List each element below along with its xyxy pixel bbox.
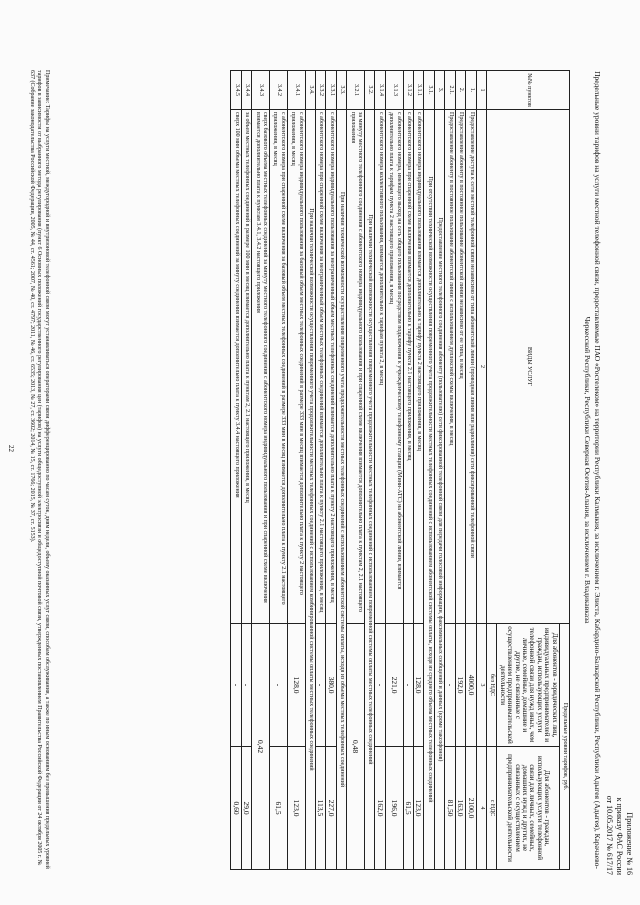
tariff-table (230, 70, 570, 870)
table-section-row (305, 71, 315, 870)
row-number: 3.4.3 (252, 71, 270, 110)
col-header-no-vat: без НДС (486, 624, 496, 747)
service-description: с абонентского номера индивидуального пользования за базовый объем местных телефонных соединений в размере 333 мин в месяц взимается дополнительно плата к пункту 2 настоящего приложения, в месяц (287, 110, 305, 624)
service-description: с абонентского номера индивидуального пользования взимается дополнительно к тарифу пункта 2 настоящего приложения, в месяц (414, 110, 424, 624)
col-number: 2 (476, 110, 486, 624)
tariff-value-combined: 0,48 (347, 624, 365, 870)
tariff-value-legal: 221,0 (385, 624, 403, 747)
tariff-value-legal: - (445, 624, 455, 747)
row-number: 2. (455, 71, 465, 110)
service-description: за минуту местного телефонного соединения с абонентского номера индивидуального пользования и при спаренной схеме включения взимается дополнительно плата к пунктам 2, 2.1 настоящего приложения (347, 110, 365, 624)
table-row (241, 71, 251, 870)
table-section-row (424, 71, 434, 870)
section-title: При наличии технической возможности осуществления повременного учета продолжительности местных телефонных соединений с использованием повременной системы оплаты местных телефонных соединений (365, 110, 375, 870)
service-description: с абонентского номера коллективного пользования, взимается дополнительно к тарифам пункта 2, в месяц (375, 110, 385, 624)
table-row (375, 71, 385, 870)
row-number: 2.1. (445, 71, 455, 110)
service-description: с абонентского номера, имеющего выход на сеть общего пользования посредством подключения к учрежденческому телефонному станции (Мини-АТС) на абонентской линии, взимается дополнительно плата к тарифам пункта 2 настоящего приложения, в месяц (385, 110, 403, 624)
tariff-value-citizens: 2100,0 (466, 747, 476, 870)
tariff-value-citizens: 0,60 (231, 747, 241, 870)
table-row (252, 71, 270, 870)
row-number: 3.2. (365, 71, 375, 110)
section-title: При наличии технической возможности осуществления повременного учета продолжительности местных телефонных соединений с использованием абонентской системы оплаты, исходя из объема местных телефонных соединений (336, 110, 346, 870)
row-number: 3.3.2 (316, 71, 326, 110)
table-row (466, 71, 476, 870)
table-header-numbers (476, 71, 486, 870)
row-number: 3.4.5 (231, 71, 241, 110)
tariff-value-citizens: 29,0 (241, 747, 251, 870)
section-title: При наличии технической возможности осуществления повременного учета продолжительности местных телефонных соединений с использованием комбинированной системы оплаты местных телефонных соединений (305, 110, 315, 870)
tariff-value-legal: 128,0 (414, 624, 424, 747)
tariff-value-citizens: 227,0 (326, 747, 336, 870)
row-number: 1. (466, 71, 476, 110)
row-number: 3. (434, 71, 444, 110)
order-date: от 10.05.2017 № 617/17 (605, 795, 614, 875)
row-number: 3.1. (424, 71, 434, 110)
table-section-row (434, 71, 444, 870)
tariff-value-citizens: 61,5 (270, 747, 288, 870)
tariff-value-legal: - (316, 624, 326, 747)
table-section-row (365, 71, 375, 870)
tariff-value-legal: - (231, 624, 241, 747)
service-description: с абонентского номера при спаренной схеме включения взимается дополнительно к тарифу пункта 2.1 настоящего приложения, в месяц (403, 110, 413, 624)
col-header-citizens: Для абонентов - граждан, использующих услуги телефонной связи для личных, семейных, домашних нужд и других, не связанных с осуществлением предпринимательской деятельности (497, 747, 559, 870)
table-row (287, 71, 305, 870)
row-number: 3.4.2 (270, 71, 288, 110)
page-number: 22 (7, 445, 15, 452)
tariff-value-legal: 4000,0 (466, 624, 476, 747)
tariff-value-legal: 380,0 (326, 624, 336, 747)
tariff-value-citizens: 123,0 (287, 747, 305, 870)
tariff-value-citizens: 163,0 (455, 747, 465, 870)
tariff-value-legal: - (375, 624, 385, 747)
tariff-value-legal: - (270, 624, 288, 747)
table-section-row (336, 71, 346, 870)
table-row (347, 71, 365, 870)
tariff-value-citizens: 162,0 (375, 747, 385, 870)
row-number: 3.2.1 (347, 71, 365, 110)
table-row (455, 71, 465, 870)
tariff-value-citizens: 61,5 (403, 747, 413, 870)
row-number: 3.1.2 (403, 71, 413, 110)
row-number: 3.4.1 (287, 71, 305, 110)
footnote: Примечание: Тарифы на услуги местной, междугородной и внутризоновой телефонной связи могут устанавливаться операторами связи дифференцированно по часам суток, дням недели, объему оказанных услуг связи, способам обслуживания, а также по иным основаниям без превышения предельных уровней тарифов в зависимости от выбранного метода регулирования (пункт 6 Основных положений государственного регулирования цен (тарифов) на услуги общедоступной электросвязи и общедоступной почтовой связи, утвержденных постановлением Правительства Российской Федерации от 24 октября 2005 г. № 637 (Собрание законодательства Российской Федерации, 2005, № 44, ст. 4561; 2007, № 40, ст. 4797; 2011, № 46, ст. 6535; 2013, № 27, ст. 3602; 2014, № 15, ст. 1766; 2015, № 37, ст. 5153). (29, 70, 50, 869)
table-header-row (559, 71, 569, 870)
service-description: с абонентского номера при спаренной схеме включения за неограниченный объем местных телефонных соединений взимается дополнительно плата к пункту 2.1 настоящего приложения, в месяц (316, 110, 326, 624)
document-title: Предельные уровни тарифов на услуги местной телефонной связи, предоставляемые ПАО «Ростелеком» на территории Республики Калмыкия, за исключением г. Элиста, Кабардино-Балкарской Республики, Республики Адыгея (Адыгея), Карачаево-Черкесской Республики, Республики Северная Осетия-Алания, за исключением г. Владикавказа (583, 71, 602, 869)
table-row (385, 71, 403, 870)
service-description: сверх 100 мин объема местных телефонных соединений за минуту соединения взимается дополнительно плата к пункту 3.4.4 настоящего приложения (231, 110, 241, 624)
tariff-value-combined: 0,42 (252, 624, 270, 870)
table-row (414, 71, 424, 870)
tariff-value-legal: - (403, 624, 413, 747)
col-number: 3 (476, 624, 486, 747)
table-row (316, 71, 326, 870)
service-description: Предоставление абоненту в постоянное пользование абонентской линии независимо от ее типа, в месяц (455, 110, 465, 624)
tariff-value-citizens: 196,0 (385, 747, 403, 870)
order-label: к приказу ФАС России (615, 797, 624, 875)
tariff-value-legal: 128,0 (287, 624, 305, 747)
tariff-value-legal: 192,0 (455, 624, 465, 747)
col-header-with-vat: с НДС (486, 747, 496, 870)
row-number: 3.4. (305, 71, 315, 110)
table-row (231, 71, 241, 870)
tariff-value-citizens: 123,0 (414, 747, 424, 870)
section-title: Предоставление местного телефонного соединения абоненту (пользователю) сети фиксированной телефонной связи для передачи голосовой информации, факсимильных сообщений и данных (кроме таксофонов) (434, 110, 444, 870)
col-header-services: ВИДЫ УСЛУГ (486, 110, 569, 624)
row-number: 3.4.4 (241, 71, 251, 110)
row-number: 3.3. (336, 71, 346, 110)
row-number: 3.1.3 (385, 71, 403, 110)
section-title: При отсутствии технической возможности осуществления повременного учета продолжительности местных телефонных соединений с использованием абонентской системы оплаты, исходя из среднего объема местных телефонных соединений (424, 110, 434, 870)
service-description: сверх базового объема местных телефонных соединений за минуту местного телефонного соединения с абонентского номера индивидуального пользования и при спаренной схеме включения взимается дополнительно плата к пунктам 3.4.1, 3.4.2 настоящего приложения (252, 110, 270, 624)
row-number: 3.1.1 (414, 71, 424, 110)
service-description: Предоставление доступа к сети местной телефонной связи независимо от типа абонентской линии (проводная линия или радиолиния) сети фиксированной телефонной связи (466, 110, 476, 624)
table-row (326, 71, 336, 870)
service-description: за объем местных телефонных соединений в размере 100 мин в месяц взимается дополнительно плата к пунктам 2, 2.1 настоящего приложения, в месяц (241, 110, 251, 624)
tariff-value-citizens: 113,5 (316, 747, 326, 870)
table-row (270, 71, 288, 870)
table-row (403, 71, 413, 870)
col-header-num: №№ пунктов (486, 71, 569, 110)
tariff-value-legal: - (241, 624, 251, 747)
service-description: с абонентского номера при спаренной схеме включения за базовый объем местных телефонных соединений в размере 333 мин в месяц взимается дополнительно плата к пункту 2.1 настоящего приложения, в месяц (270, 110, 288, 624)
row-number: 3.1.4 (375, 71, 385, 110)
col-number: 4 (476, 747, 486, 870)
service-description: Предоставление абоненту в постоянное пользование абонентской линии с использованием дуплексной схемы включения, в месяц (445, 110, 455, 624)
table-body (231, 71, 476, 870)
table-row (445, 71, 455, 870)
appendix-label: Приложение № 16 (625, 812, 634, 875)
tariff-value-citizens: 81,50 (445, 747, 455, 870)
col-number: 1 (476, 71, 486, 110)
row-number: 3.3.1 (326, 71, 336, 110)
col-header-legal: Для абонентов - юридических лиц, индивидуальных предпринимателей и граждан, использующих услуги телефонной связи для нужд иных, чем личные, семейные, домашние и другие, не связанные с осуществлением предпринимательской деятельности (497, 624, 559, 747)
col-header-levels: Предельные уровни тарифов, руб. (559, 624, 569, 870)
service-description: с абонентского номера индивидуального пользования за неограниченный объем местных телефонных соединений взимается дополнительно плата к пункту 2 настоящего приложения, в месяц (326, 110, 336, 624)
